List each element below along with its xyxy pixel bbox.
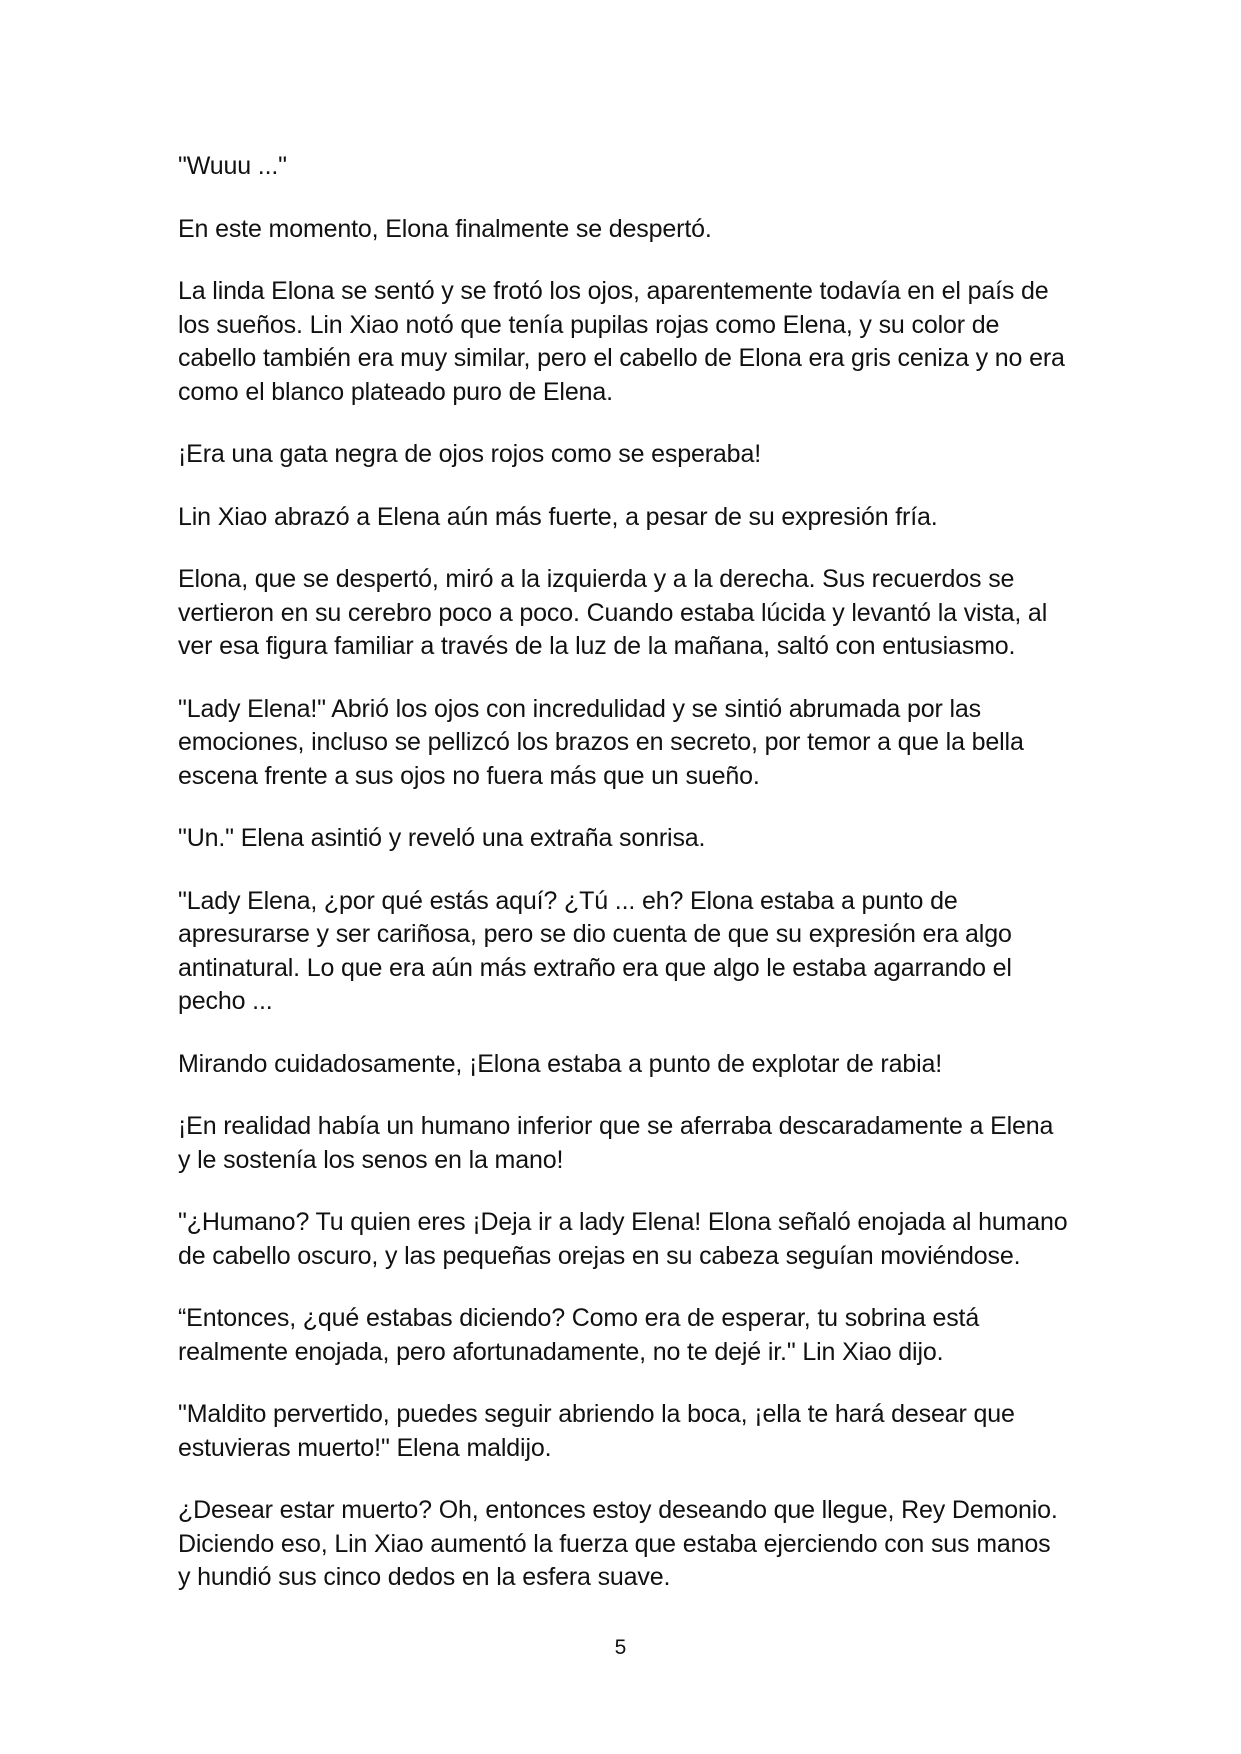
paragraph: Lin Xiao abrazó a Elena aún más fuerte, a pesar de su expresión fría. bbox=[178, 502, 938, 531]
body-text bbox=[178, 150, 1068, 1624]
paragraph: Elona, que se despertó, miró a la izquierda y a la derecha. Sus recuerdos se vertieron en su cerebro poco a poco. Cuando estaba lúcida y levantó la vista, al ver esa figura familiar a través de la luz de la mañana, saltó con entusiasmo. bbox=[178, 565, 1048, 660]
paragraph: "¿Humano? Tu quien eres ¡Deja ir a lady Elena! Elona señaló enojada al humano de cabello oscuro, y las pequeñas orejas en su cabeza seguían moviéndose. bbox=[178, 1208, 1068, 1270]
paragraph: "Un." Elena asintió y reveló una extraña sonrisa. bbox=[178, 824, 706, 852]
paragraph: "Lady Elena!" Abrió los ojos con incredulidad y se sintió abrumada por las emociones, incluso se pellizcó los brazos en secreto, por temor a que la bella escena frente a sus ojos no fuera más que un sueño. bbox=[178, 694, 1024, 790]
page-number: 5 bbox=[614, 1636, 627, 1659]
paragraph: ¿Desear estar muerto? Oh, entonces estoy deseando que llegue, Rey Demonio. Diciendo eso, Lin Xiao aumentó la fuerza que estaba ejerciendo con sus manos y hundió sus cinco dedos en la esfera suave. bbox=[178, 1496, 1058, 1591]
paragraph: "Maldito pervertido, puedes seguir abriendo la boca, ¡ella te hará desear que estuvieras muerto!" Elena maldijo. bbox=[178, 1400, 1015, 1462]
paragraph: ¡Era una gata negra de ojos rojos como se esperaba! bbox=[178, 440, 761, 468]
paragraph: Mirando cuidadosamente, ¡Elona estaba a punto de explotar de rabia! bbox=[178, 1049, 943, 1078]
paragraph: ¡En realidad había un humano inferior que se aferraba descaradamente a Elena y le sostenía los senos en la mano! bbox=[178, 1112, 1054, 1174]
paragraph: La linda Elona se sentó y se frotó los ojos, aparentemente todavía en el país de los sueños. Lin Xiao notó que tenía pupilas rojas como Elena, y su color de cabello también era muy similar, pero el cabello de Elona era gris ceniza y no era como el blanco plateado puro de Elena. bbox=[178, 277, 1065, 406]
paragraph: "Wuuu ..." bbox=[178, 152, 287, 180]
paragraph: "Lady Elena, ¿por qué estás aquí? ¿Tú ... eh? Elona estaba a punto de apresurarse y ser cariñosa, pero se dio cuenta de que su expresión era algo antinatural. Lo que era aún más extraño era que algo le estaba agarrando el pecho ... bbox=[178, 886, 1012, 1015]
paragraph: “Entonces, ¿qué estabas diciendo? Como era de esperar, tu sobrina está realmente enojada, pero afortunadamente, no te dejé ir." Lin Xiao dijo. bbox=[178, 1304, 980, 1366]
paragraph: En este momento, Elona finalmente se despertó. bbox=[178, 214, 712, 243]
